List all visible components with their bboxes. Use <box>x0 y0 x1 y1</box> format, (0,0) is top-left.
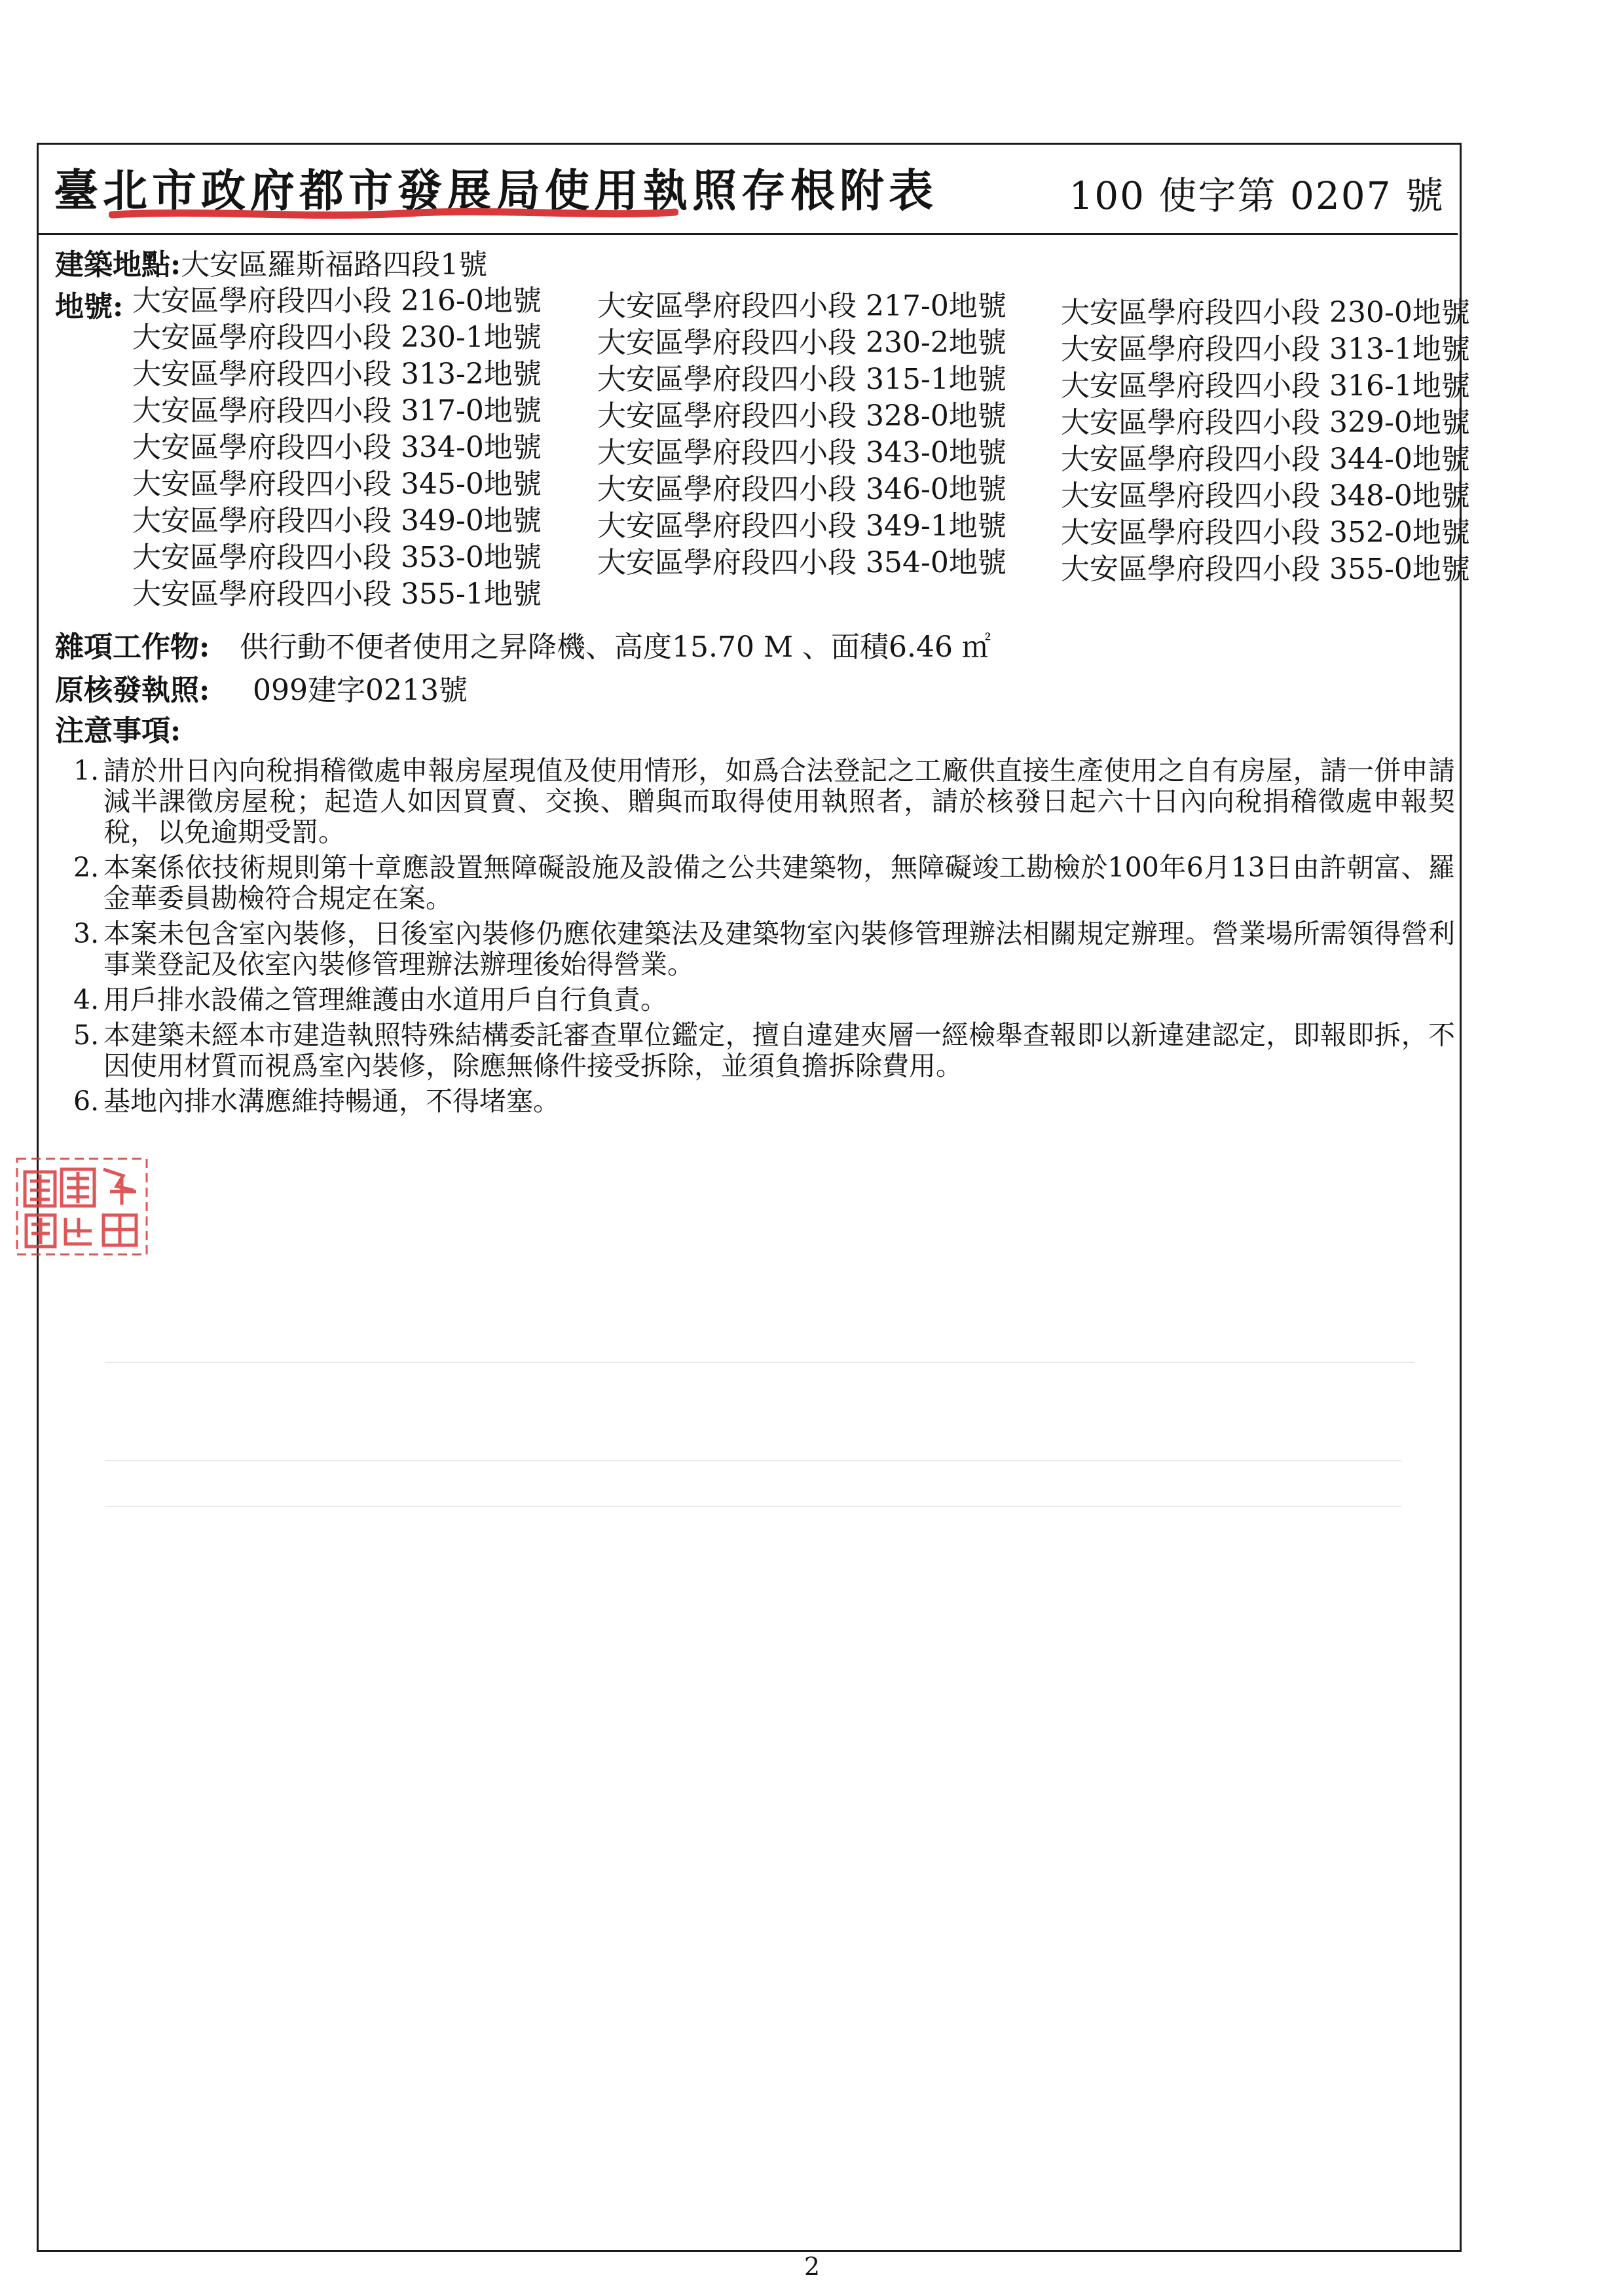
lot-item: 大安區學府段四小段 216-0地號 <box>132 284 542 318</box>
note-number: 6. <box>73 1085 100 1117</box>
bleed-through-line <box>105 1506 1401 1507</box>
location-row <box>55 241 487 283</box>
notes-label: 注意事項: <box>55 714 181 748</box>
lot-item: 大安區學府段四小段 217-0地號 <box>597 289 1006 323</box>
lot-item: 大安區學府段四小段 346-0地號 <box>597 473 1006 506</box>
note-text: 本案未包含室內裝修，日後室內裝修仍應依建築法及建築物室內裝修管理辦法相關規定辦理。營業場所需領得營利事業登記及依室內裝修管理辦法辦理後始得營業。 <box>103 918 1455 980</box>
lots-label: 地號: <box>55 290 124 323</box>
lot-item: 大安區學府段四小段 230-1地號 <box>132 321 542 354</box>
lot-item: 大安區學府段四小段 348-0地號 <box>1061 479 1470 513</box>
note-number: 2. <box>73 852 100 883</box>
lot-item: 大安區學府段四小段 334-0地號 <box>132 431 542 464</box>
lot-item: 大安區學府段四小段 313-1地號 <box>1061 333 1470 366</box>
lot-item: 大安區學府段四小段 355-0地號 <box>1061 553 1470 586</box>
note-item <box>73 1020 1455 1082</box>
lot-item: 大安區學府段四小段 313-2地號 <box>132 357 542 391</box>
lot-item: 大安區學府段四小段 344-0地號 <box>1061 443 1470 476</box>
lot-item: 大安區學府段四小段 349-0地號 <box>132 504 542 538</box>
lot-item: 大安區學府段四小段 329-0地號 <box>1061 406 1470 439</box>
misc-structure-row <box>55 623 991 665</box>
official-seal-stamp <box>12 1152 152 1260</box>
lot-item: 大安區學府段四小段 353-0地號 <box>132 541 542 574</box>
misc-structure-label: 雜項工作物: <box>55 630 210 664</box>
location-value: 大安區羅斯福路四段1號 <box>181 248 488 282</box>
note-item <box>73 756 1455 848</box>
lot-item: 大安區學府段四小段 317-0地號 <box>132 394 542 428</box>
note-item <box>73 852 1455 914</box>
original-permit-value: 099建字0213號 <box>253 674 468 707</box>
original-permit-label: 原核發執照: <box>55 674 210 707</box>
lot-item: 大安區學府段四小段 343-0地號 <box>597 436 1006 469</box>
note-text: 請於卅日內向稅捐稽徵處申報房屋現值及使用情形，如爲合法登記之工廠供直接生產使用之自有房屋，請一併申請減半課徵房屋稅；起造人如因買賣、交換、贈與而取得使用執照者，請於核發日起六十日內向稅捐稽徵處申報契稅，以免逾期受罰。 <box>103 755 1455 848</box>
lots-column-3 <box>1061 295 1470 588</box>
lot-item: 大安區學府段四小段 352-0地號 <box>1061 516 1470 549</box>
lot-item: 大安區學府段四小段 349-1地號 <box>597 509 1006 543</box>
red-underline-mark <box>109 206 678 223</box>
bleed-through-line <box>105 1362 1414 1363</box>
original-permit-row <box>55 666 468 708</box>
note-text: 本建築未經本市建造執照特殊結構委託審查單位鑑定，擅自違建夾層一經檢舉查報即以新違建認定，即報即拆，不因使用材質而視爲室內裝修，除應無條件接受拆除，並須負擔拆除費用。 <box>103 1019 1455 1082</box>
note-number: 4. <box>73 984 100 1015</box>
note-item <box>73 985 1455 1015</box>
lot-item: 大安區學府段四小段 315-1地號 <box>597 363 1006 396</box>
note-number: 1. <box>73 755 100 786</box>
note-number: 5. <box>73 1019 100 1051</box>
permit-number: 100 使字第 0207 號 <box>1069 173 1445 218</box>
lot-item: 大安區學府段四小段 316-1地號 <box>1061 369 1470 403</box>
document-title: 臺北市政府都市發展局使用執照存根附表 <box>54 165 938 217</box>
lot-item: 大安區學府段四小段 345-0地號 <box>132 467 542 501</box>
location-label: 建築地點: <box>55 248 181 282</box>
note-text: 基地內排水溝應維持暢通，不得堵塞。 <box>103 1085 560 1117</box>
lot-item: 大安區學府段四小段 354-0地號 <box>597 546 1006 579</box>
page-number: 2 <box>803 2252 821 2281</box>
lot-item: 大安區學府段四小段 355-1地號 <box>132 577 542 611</box>
lots-column-2 <box>597 288 1006 581</box>
header-bar <box>37 143 1458 235</box>
note-number: 3. <box>73 918 100 949</box>
bleed-through-line <box>105 1460 1401 1461</box>
misc-structure-value: 供行動不便者使用之昇降機、高度15.70 M 、面積6.46 ㎡ <box>240 630 991 664</box>
note-text: 本案係依技術規則第十章應設置無障礙設施及設備之公共建築物，無障礙竣工勘檢於100年6月13日由許朝富、羅金華委員勘檢符合規定在案。 <box>103 852 1455 914</box>
note-text: 用戶排水設備之管理維護由水道用戶自行負責。 <box>103 984 667 1015</box>
lot-item: 大安區學府段四小段 230-0地號 <box>1061 296 1470 329</box>
lot-item: 大安區學府段四小段 328-0地號 <box>597 399 1006 433</box>
lot-item: 大安區學府段四小段 230-2地號 <box>597 326 1006 359</box>
notes-list <box>73 756 1455 1121</box>
note-item <box>73 919 1455 980</box>
lots-column-1 <box>132 283 542 613</box>
note-item <box>73 1086 1455 1117</box>
